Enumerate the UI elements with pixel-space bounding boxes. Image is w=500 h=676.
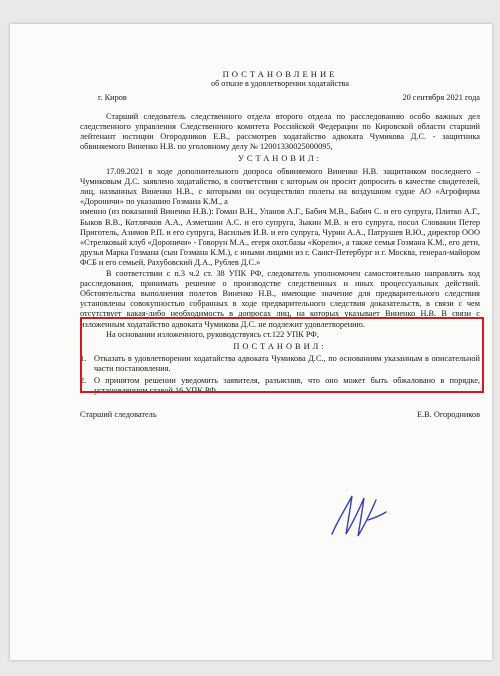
resolution-number: 1. [80,354,87,364]
city: г. Киров [98,93,127,103]
established-paragraph [80,167,480,269]
document-title: ПОСТАНОВЛЕНИЕ [222,69,338,79]
established-heading: УСТАНОВИЛ: [238,154,322,164]
document-subtitle: об отказе в удовлетворении ходатайства [211,79,349,89]
signer-name: Е.В. Огородников [417,410,480,420]
place-date-row [80,93,480,103]
resolution-text: Отказать в удовлетворении ходатайства адвоката Чумикова Д.С., по основаниям указанным в описательной части постановления. [94,354,480,374]
basis-line: На основании изложенного, руководствуясь ст.122 УПК РФ, [106,329,319,339]
handwritten-signature [328,490,388,540]
signer-position: Старший следователь [80,410,157,420]
signature-row [80,410,480,420]
resolution-number: 2. [80,375,87,385]
document-date: 20 сентября 2021 года [402,93,480,103]
established-text-before: 17.09.2021 в ходе дополнительного допроса обвиняемого Виненко Н.В. защитником последнего – Чумиковым Д.С. заявлено ходатайство, в соответствии с которым он просит допросить в качестве свидетелей, лиц, названных Виненко Н.В., с которыми он осуществлял полеты на воздушном судне АО «Агрофирма «Дороничи» по указанию Гозмана К.М., а [80,166,480,207]
intro-paragraph: Старший следователь следственного отдела второго отдела по расследованию особо важных дел следственного управления Следственного комитета Российской Федерации по Кировской области старший лейтенант юстиции Огородников Е.В., рассмотрев ходатайство адвоката Чумикова Д.С. - защитника обвиняемого Виненко Н.В. по уголовному делу № 12001330025000095, [80,111,480,152]
resolution-text: О принятом решении уведомить заявителя, разъяснив, что оно может быть обжаловано в порядке, установленном главой 16 УПК РФ. [94,375,480,395]
established-text-highlighted: именно (из показаний Виненко Н.В.): Гоман В.Н., Уланов А.Г., Бабич М.В., Бабич С. и его супруга, Плитко А.Г., Быков В.В., Котлячков А.А., Азметшин А.С. и его супруга, Зыкин М.В. и его супруга, посол Словакии Петер Приготель, Азимов Р.П. и его супруга, Васильев И.В. и его супруга, Чурин А.А., Патрушев В.Ю., директор ООО «Стрелковый клуб «Дороничи» - Говорун М.А., егеря охот.базы «Корели», а также семья Гозмана К.М., его дети, друзья Марка Гозмана (сын Гозмана К.М.), с иными лицами из г. Санкт-Петербург и г. Москва, генерал-майором ФСБ и его семьей, Рахубовский Д.А., Рублев Д.С.» [80,207,480,268]
highlight-rectangle [80,317,484,393]
established-paragraph-2: В соответствии с п.3 ч.2 ст. 38 УПК РФ, следователь уполномочен самостоятельно направлять ход расследования, принимать решение о производстве следственных и иных процессуальных действий. Обстоятельства выполнения полетов Виненко Н.В., имеющие значение для предварительного следствия установлены совокупностью собранных в ходе предварительного следствия доказательств, в связи с чем отсутствует какая-либо необходимость в допросах лиц, на которых указывает Виненко Н.В. В связи с изложенным ходатайство адвоката Чумикова Д.С. не подлежит удовлетворению. [80,268,480,329]
resolved-heading: ПОСТАНОВИЛ: [233,342,327,352]
